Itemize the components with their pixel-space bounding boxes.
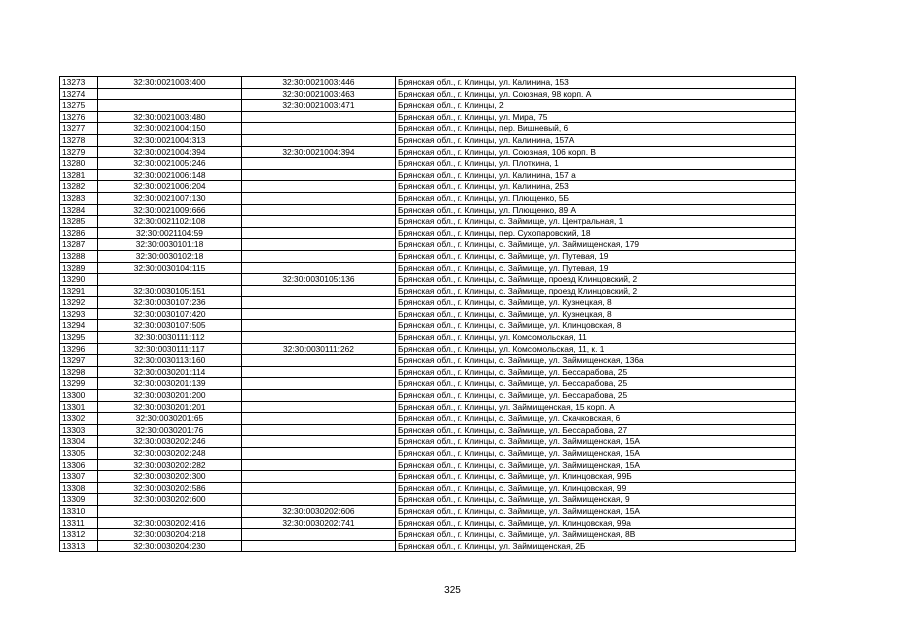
table-row	[60, 482, 796, 494]
cadastral-number-cell: 32:30:0030201:114	[98, 366, 242, 378]
address-cell: Брянская обл., г. Клинцы, пер. Вишневый, 6	[396, 123, 796, 135]
address-cell: Брянская обл., г. Клинцы, ул. Союзная, 106 корп. В	[396, 146, 796, 158]
building-cadastral-number-cell: 32:30:0021003:471	[242, 100, 396, 112]
cadastral-number-cell: 32:30:0021009:666	[98, 204, 242, 216]
building-cadastral-number-cell	[242, 204, 396, 216]
building-cadastral-number-cell	[242, 401, 396, 413]
cadastral-number-cell: 32:30:0021006:204	[98, 181, 242, 193]
row-number-cell: 13313	[60, 540, 98, 552]
building-cadastral-number-cell	[242, 181, 396, 193]
building-cadastral-number-cell: 32:30:0030111:262	[242, 343, 396, 355]
table-row	[60, 424, 796, 436]
row-number-cell: 13284	[60, 204, 98, 216]
row-number-cell: 13297	[60, 355, 98, 367]
table-row	[60, 250, 796, 262]
row-number-cell: 13298	[60, 366, 98, 378]
building-cadastral-number-cell	[242, 262, 396, 274]
table-row	[60, 355, 796, 367]
row-number-cell: 13281	[60, 169, 98, 181]
address-cell: Брянская обл., г. Клинцы, с. Займище, ул. Скачковская, 6	[396, 413, 796, 425]
building-cadastral-number-cell	[242, 320, 396, 332]
building-cadastral-number-cell	[242, 471, 396, 483]
row-number-cell: 13287	[60, 239, 98, 251]
row-number-cell: 13309	[60, 494, 98, 506]
row-number-cell: 13296	[60, 343, 98, 355]
address-cell: Брянская обл., г. Клинцы, с. Займище, ул. Займищенская, 15А	[396, 436, 796, 448]
cadastral-number-cell: 32:30:0021004:313	[98, 134, 242, 146]
address-cell: Брянская обл., г. Клинцы, с. Займище, ул. Кузнецкая, 8	[396, 297, 796, 309]
address-cell: Брянская обл., г. Клинцы, с. Займище, ул. Бессарабова, 25	[396, 366, 796, 378]
row-number-cell: 13276	[60, 111, 98, 123]
row-number-cell: 13307	[60, 471, 98, 483]
address-cell: Брянская обл., г. Клинцы, с. Займище, ул. Займищенская, 9	[396, 494, 796, 506]
cadastral-number-cell: 32:30:0021007:130	[98, 192, 242, 204]
building-cadastral-number-cell	[242, 436, 396, 448]
table-row	[60, 378, 796, 390]
table-row	[60, 123, 796, 135]
table-row	[60, 262, 796, 274]
building-cadastral-number-cell	[242, 111, 396, 123]
cadastral-number-cell: 32:30:0030111:117	[98, 343, 242, 355]
address-cell: Брянская обл., г. Клинцы, с. Займище, ул. Бессарабова, 25	[396, 378, 796, 390]
building-cadastral-number-cell	[242, 134, 396, 146]
row-number-cell: 13293	[60, 308, 98, 320]
building-cadastral-number-cell	[242, 424, 396, 436]
address-cell: Брянская обл., г. Клинцы, 2	[396, 100, 796, 112]
address-cell: Брянская обл., г. Клинцы, с. Займище, ул. Займищенская, 15А	[396, 505, 796, 517]
building-cadastral-number-cell: 32:30:0030202:606	[242, 505, 396, 517]
row-number-cell: 13301	[60, 401, 98, 413]
table-row	[60, 192, 796, 204]
table-row	[60, 239, 796, 251]
cadastral-number-cell: 32:30:0030104:115	[98, 262, 242, 274]
row-number-cell: 13286	[60, 227, 98, 239]
address-cell: Брянская обл., г. Клинцы, с. Займище, проезд Клинцовский, 2	[396, 285, 796, 297]
cadastral-number-cell	[98, 274, 242, 286]
building-cadastral-number-cell	[242, 297, 396, 309]
cadastral-number-cell: 32:30:0030204:230	[98, 540, 242, 552]
cadastral-number-cell: 32:30:0030202:416	[98, 517, 242, 529]
building-cadastral-number-cell: 32:30:0030202:741	[242, 517, 396, 529]
cadastral-number-cell: 32:30:0030107:236	[98, 297, 242, 309]
table-row	[60, 366, 796, 378]
row-number-cell: 13295	[60, 332, 98, 344]
address-cell: Брянская обл., г. Клинцы, с. Займище, ул. Займищенская, 15А	[396, 448, 796, 460]
cadastral-number-cell: 32:30:0030201:200	[98, 390, 242, 402]
cadastral-number-cell: 32:30:0021004:150	[98, 123, 242, 135]
table-row	[60, 158, 796, 170]
table-row	[60, 517, 796, 529]
address-cell: Брянская обл., г. Клинцы, с. Займище, ул. Кузнецкая, 8	[396, 308, 796, 320]
row-number-cell: 13274	[60, 88, 98, 100]
building-cadastral-number-cell	[242, 192, 396, 204]
row-number-cell: 13308	[60, 482, 98, 494]
building-cadastral-number-cell: 32:30:0021003:463	[242, 88, 396, 100]
cadastral-number-cell: 32:30:0021004:394	[98, 146, 242, 158]
address-cell: Брянская обл., г. Клинцы, с. Займище, ул. Путевая, 19	[396, 250, 796, 262]
building-cadastral-number-cell	[242, 540, 396, 552]
row-number-cell: 13279	[60, 146, 98, 158]
address-cell: Брянская обл., г. Клинцы, ул. Союзная, 98 корп. А	[396, 88, 796, 100]
cadastral-number-cell: 32:30:0030201:139	[98, 378, 242, 390]
address-cell: Брянская обл., г. Клинцы, ул. Калинина, 157А	[396, 134, 796, 146]
cadastral-number-cell: 32:30:0030101:18	[98, 239, 242, 251]
table-row	[60, 471, 796, 483]
table-row	[60, 181, 796, 193]
table-row	[60, 332, 796, 344]
table-row	[60, 227, 796, 239]
building-cadastral-number-cell	[242, 239, 396, 251]
building-cadastral-number-cell	[242, 250, 396, 262]
building-cadastral-number-cell	[242, 227, 396, 239]
address-cell: Брянская обл., г. Клинцы, с. Займище, ул. Займищенская, 179	[396, 239, 796, 251]
building-cadastral-number-cell	[242, 158, 396, 170]
building-cadastral-number-cell	[242, 216, 396, 228]
address-cell: Брянская обл., г. Клинцы, ул. Плоткина, 1	[396, 158, 796, 170]
table-row	[60, 88, 796, 100]
table-row	[60, 204, 796, 216]
table-row	[60, 100, 796, 112]
page-number: 325	[444, 585, 461, 596]
row-number-cell: 13273	[60, 77, 98, 89]
building-cadastral-number-cell	[242, 355, 396, 367]
cadastral-number-cell: 32:30:0030107:505	[98, 320, 242, 332]
building-cadastral-number-cell	[242, 285, 396, 297]
row-number-cell: 13290	[60, 274, 98, 286]
table-row	[60, 529, 796, 541]
address-cell: Брянская обл., г. Клинцы, с. Займище, проезд Клинцовский, 2	[396, 274, 796, 286]
row-number-cell: 13280	[60, 158, 98, 170]
address-cell: Брянская обл., г. Клинцы, ул. Комсомольская, 11	[396, 332, 796, 344]
building-cadastral-number-cell: 32:30:0021003:446	[242, 77, 396, 89]
table-row	[60, 77, 796, 89]
cadastral-number-cell: 32:30:0021104:59	[98, 227, 242, 239]
address-cell: Брянская обл., г. Клинцы, с. Займище, ул. Бессарабова, 27	[396, 424, 796, 436]
row-number-cell: 13288	[60, 250, 98, 262]
cadastral-number-cell: 32:30:0021003:400	[98, 77, 242, 89]
address-cell: Брянская обл., г. Клинцы, ул. Мира, 75	[396, 111, 796, 123]
table-row	[60, 320, 796, 332]
table-row	[60, 343, 796, 355]
row-number-cell: 13283	[60, 192, 98, 204]
building-cadastral-number-cell	[242, 308, 396, 320]
address-cell: Брянская обл., г. Клинцы, пер. Сухопаровский, 18	[396, 227, 796, 239]
row-number-cell: 13300	[60, 390, 98, 402]
building-cadastral-number-cell	[242, 332, 396, 344]
address-cell: Брянская обл., г. Клинцы, ул. Комсомольская, 11, к. 1	[396, 343, 796, 355]
row-number-cell: 13291	[60, 285, 98, 297]
building-cadastral-number-cell	[242, 494, 396, 506]
table-row	[60, 459, 796, 471]
building-cadastral-number-cell	[242, 482, 396, 494]
cadastral-number-cell: 32:30:0030102:18	[98, 250, 242, 262]
table-row	[60, 413, 796, 425]
table-row	[60, 505, 796, 517]
cadastral-number-cell: 32:30:0030202:248	[98, 448, 242, 460]
table-row	[60, 401, 796, 413]
address-cell: Брянская обл., г. Клинцы, ул. Плющенко, 5Б	[396, 192, 796, 204]
table-row	[60, 111, 796, 123]
cadastral-number-cell	[98, 505, 242, 517]
cadastral-number-cell: 32:30:0030111:112	[98, 332, 242, 344]
building-cadastral-number-cell	[242, 378, 396, 390]
building-cadastral-number-cell	[242, 448, 396, 460]
address-cell: Брянская обл., г. Клинцы, с. Займище, ул. Займищенская, 8В	[396, 529, 796, 541]
cadastral-number-cell: 32:30:0021102:108	[98, 216, 242, 228]
table-row	[60, 297, 796, 309]
address-cell: Брянская обл., г. Клинцы, с. Займище, ул. Путевая, 19	[396, 262, 796, 274]
row-number-cell: 13277	[60, 123, 98, 135]
cadastral-number-cell: 32:30:0021006:148	[98, 169, 242, 181]
address-cell: Брянская обл., г. Клинцы, ул. Плющенко, 89 А	[396, 204, 796, 216]
row-number-cell: 13306	[60, 459, 98, 471]
cadastral-number-cell: 32:30:0030202:282	[98, 459, 242, 471]
building-cadastral-number-cell	[242, 390, 396, 402]
registry-table-body	[60, 77, 796, 552]
table-row	[60, 274, 796, 286]
row-number-cell: 13305	[60, 448, 98, 460]
table-row	[60, 285, 796, 297]
cadastral-number-cell: 32:30:0021005:246	[98, 158, 242, 170]
cadastral-number-cell: 32:30:0030204:218	[98, 529, 242, 541]
table-row	[60, 436, 796, 448]
address-cell: Брянская обл., г. Клинцы, с. Займище, ул. Клинцовская, 99а	[396, 517, 796, 529]
table-row	[60, 448, 796, 460]
address-cell: Брянская обл., г. Клинцы, с. Займище, ул. Займищенская, 136а	[396, 355, 796, 367]
cadastral-number-cell: 32:30:0030105:151	[98, 285, 242, 297]
table-row	[60, 308, 796, 320]
row-number-cell: 13304	[60, 436, 98, 448]
table-row	[60, 169, 796, 181]
row-number-cell: 13299	[60, 378, 98, 390]
row-number-cell: 13310	[60, 505, 98, 517]
row-number-cell: 13282	[60, 181, 98, 193]
cadastral-number-cell	[98, 100, 242, 112]
row-number-cell: 13275	[60, 100, 98, 112]
building-cadastral-number-cell	[242, 169, 396, 181]
row-number-cell: 13278	[60, 134, 98, 146]
table-row	[60, 540, 796, 552]
cadastral-number-cell: 32:30:0030202:600	[98, 494, 242, 506]
table-row	[60, 390, 796, 402]
cadastral-number-cell: 32:30:0030201:201	[98, 401, 242, 413]
building-cadastral-number-cell	[242, 413, 396, 425]
address-cell: Брянская обл., г. Клинцы, ул. Займищенская, 2Б	[396, 540, 796, 552]
row-number-cell: 13302	[60, 413, 98, 425]
building-cadastral-number-cell	[242, 529, 396, 541]
row-number-cell: 13303	[60, 424, 98, 436]
address-cell: Брянская обл., г. Клинцы, ул. Калинина, 157 а	[396, 169, 796, 181]
table-row	[60, 134, 796, 146]
table-row	[60, 216, 796, 228]
cadastral-number-cell: 32:30:0030113:160	[98, 355, 242, 367]
address-cell: Брянская обл., г. Клинцы, ул. Калинина, 253	[396, 181, 796, 193]
row-number-cell: 13311	[60, 517, 98, 529]
building-cadastral-number-cell: 32:30:0030105:136	[242, 274, 396, 286]
building-cadastral-number-cell	[242, 366, 396, 378]
cadastral-number-cell: 32:30:0030202:586	[98, 482, 242, 494]
address-cell: Брянская обл., г. Клинцы, с. Займище, ул. Клинцовская, 99	[396, 482, 796, 494]
building-cadastral-number-cell	[242, 459, 396, 471]
cadastral-number-cell: 32:30:0030202:300	[98, 471, 242, 483]
table-row	[60, 146, 796, 158]
row-number-cell: 13292	[60, 297, 98, 309]
building-cadastral-number-cell: 32:30:0021004:394	[242, 146, 396, 158]
row-number-cell: 13312	[60, 529, 98, 541]
address-cell: Брянская обл., г. Клинцы, с. Займище, ул. Клинцовская, 99Б	[396, 471, 796, 483]
address-cell: Брянская обл., г. Клинцы, ул. Калинина, 153	[396, 77, 796, 89]
building-cadastral-number-cell	[242, 123, 396, 135]
cadastral-number-cell: 32:30:0030201:76	[98, 424, 242, 436]
cadastral-number-cell	[98, 88, 242, 100]
table-row	[60, 494, 796, 506]
cadastral-number-cell: 32:30:0030201:65	[98, 413, 242, 425]
address-cell: Брянская обл., г. Клинцы, с. Займище, ул. Займищенская, 15А	[396, 459, 796, 471]
row-number-cell: 13289	[60, 262, 98, 274]
row-number-cell: 13294	[60, 320, 98, 332]
row-number-cell: 13285	[60, 216, 98, 228]
address-cell: Брянская обл., г. Клинцы, с. Займище, ул. Клинцовская, 8	[396, 320, 796, 332]
address-cell: Брянская обл., г. Клинцы, ул. Займищенская, 15 корп. А	[396, 401, 796, 413]
cadastral-number-cell: 32:30:0021003:480	[98, 111, 242, 123]
address-cell: Брянская обл., г. Клинцы, с. Займище, ул. Бессарабова, 25	[396, 390, 796, 402]
cadastral-number-cell: 32:30:0030202:246	[98, 436, 242, 448]
property-registry-table	[59, 76, 796, 552]
cadastral-number-cell: 32:30:0030107:420	[98, 308, 242, 320]
address-cell: Брянская обл., г. Клинцы, с. Займище, ул. Центральная, 1	[396, 216, 796, 228]
